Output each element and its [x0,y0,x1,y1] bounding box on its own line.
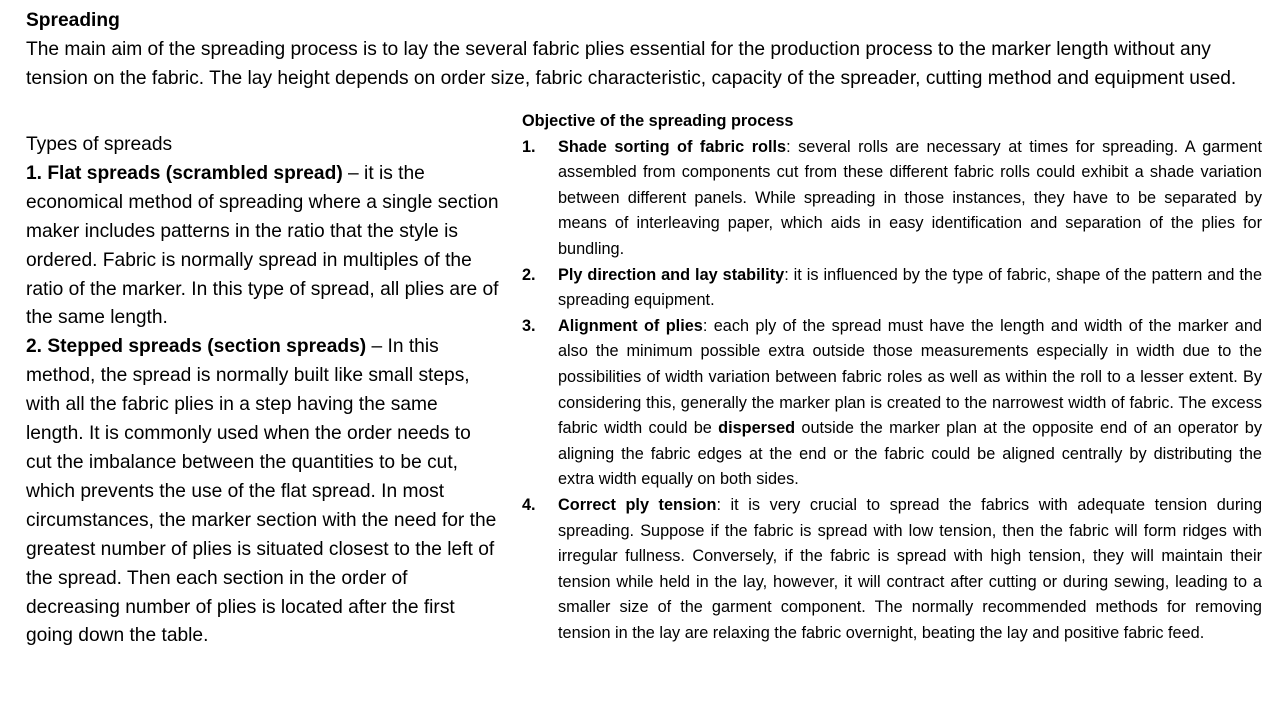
objectives-list [522,135,1262,647]
intro-section [26,6,1276,93]
objective-label: Alignment of plies [558,316,703,335]
types-item-stepped [26,333,500,651]
types-heading: Types of spreads [26,134,173,155]
objective-text: : several rolls are necessary at times for spreading. A garment assembled from components cut from these different fabric rolls could exhibit a shade variation between different panels. While spreading in those instances, they have to be separated by means of interleaving paper, which aids in easy identification and separation of the plies for bundling. [558,137,1262,258]
types-item-flat [26,160,500,333]
objective-item-ply-tension [522,493,1262,647]
types-item-flat-text: – it is the economical method of spreading where a single section maker includes patterns in the ratio that the style is ordered. Fabric is normally spread in multiples of the ratio of the marker. In this type of spread, all plies are of the same length. [26,162,499,329]
objective-item-alignment [522,314,1262,493]
objective-number: 4. [522,495,536,514]
objective-item-ply-direction [522,263,1262,314]
objective-text: : it is influenced by the type of fabric, shape of the pattern and the spreading equipment. [558,265,1262,310]
objective-label: Ply direction and lay stability [558,265,785,284]
objective-emphasis: dispersed [718,419,796,438]
objectives-title: Objective of the spreading process [522,112,794,130]
intro-paragraph: The main aim of the spreading process is to lay the several fabric plies essential for the production process to the marker length without any tension on the fabric. The lay height depends on order size, fabric characteristic, capacity of the spreader, cutting method and equipment used. [26,39,1237,89]
objective-number: 2. [522,265,536,284]
types-item-stepped-label: 2. Stepped spreads (section spreads) [26,336,367,358]
types-item-flat-label: 1. Flat spreads (scrambled spread) [26,162,343,184]
objective-label: Shade sorting of fabric rolls [558,137,787,156]
objective-number: 1. [522,137,536,156]
objective-text-after: outside the marker plan at the opposite end of an operator by aligning the fabric edges at the end or the fabric could be aligned centrally by distributing the extra width equally on both sides. [558,419,1262,489]
types-section [26,131,500,651]
intro-title: Spreading [26,10,120,31]
objective-item-shade-sorting [522,135,1262,263]
objective-label: Correct ply tension [558,495,717,514]
objective-text: : it is very crucial to spread the fabrics with adequate tension during spreading. Suppose if the fabric is spread with low tension, then the fabric will form ridges with irregular fullness. Conversely, if the fabric is spread with high tension, they will maintain their tension while held in the lay, however, it will contract after cutting or during sewing, leading to a smaller size of the garment component. The normally recommended methods for removing tension in the lay are relaxing the fabric overnight, beating the lay and positive fabric feed. [558,495,1262,642]
objective-number: 3. [522,316,536,335]
types-item-stepped-text: – In this method, the spread is normally built like small steps, with all the fabric plies in a step having the same length. It is commonly used when the order needs to cut the imbalance between the quantities to be cut, which prevents the use of the flat spread. In most circumstances, the marker section with the need for the greatest number of plies is situated closest to the left of the spread. Then each section in the order of decreasing number of plies is located after the first going down the table. [26,336,497,647]
objectives-section [522,109,1262,646]
objective-text: : each ply of the spread must have the length and width of the marker and also the minimum possible extra outside those measurements especially in width due to the possibilities of width variation between fabric roles as well as within the roll to a lesser extent. By considering this, generally the marker plan is created to the narrowest width of fabric. The excess fabric width could be [558,316,1262,438]
